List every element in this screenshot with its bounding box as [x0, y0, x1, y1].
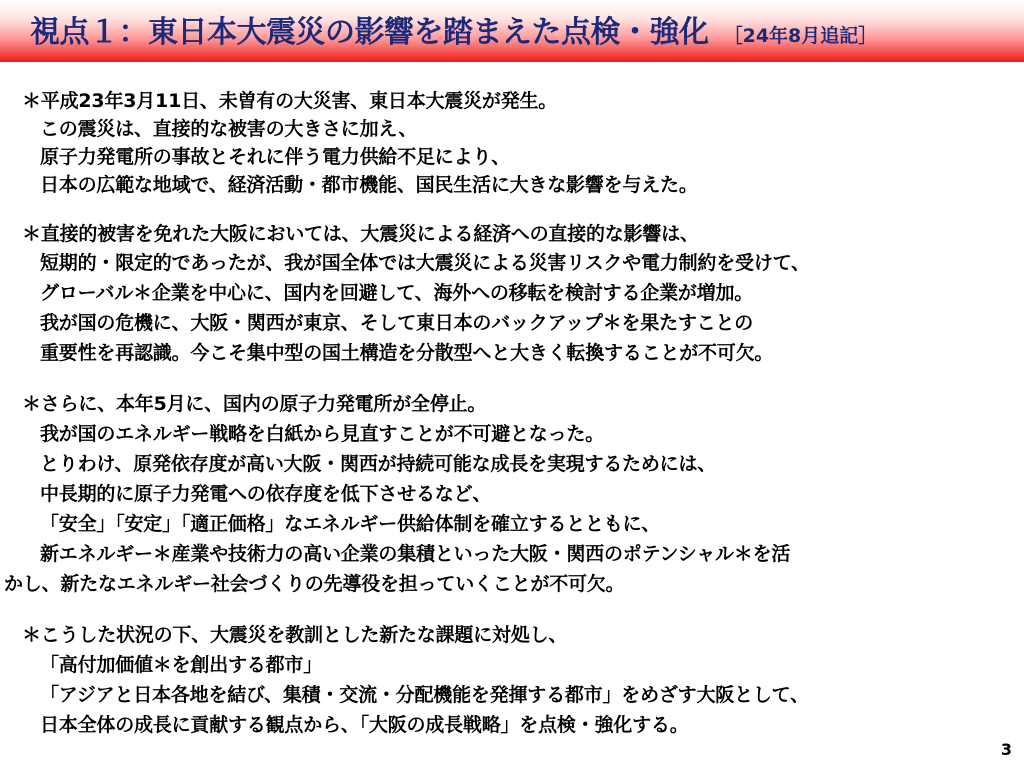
slide-title	[30, 7, 877, 51]
section2-line5: 重要性を再認識。今こそ集中型の国土構造を分散型へと大きく転換することが不可欠。	[40, 342, 774, 364]
section4-line1: ＊こうした状況の下、大震災を教訓とした新たな課題に対処し、	[22, 624, 568, 646]
section1-line2: この震災は、直接的な被害の大きさに加え、	[40, 118, 418, 140]
section4-line2: 「高付加価値＊を創出する都市」	[40, 654, 323, 676]
section3-line5: 「安全」「安定」「適正価格」なエネルギー供給体制を確立するとともに、	[40, 513, 661, 535]
section2-line1: ＊直接的被害を免れた大阪においては、大震災による経済への直接的な影響は、	[22, 223, 699, 245]
section1-line1: ＊平成23年3月11日、未曽有の大災害、東日本大震災が発生。	[22, 90, 558, 112]
section1-line3: 原子力発電所の事故とそれに伴う電力供給不足により、	[40, 146, 511, 168]
section3-line4: 中長期的に原子力発電への依存度を低下させるなど、	[40, 483, 492, 505]
title-bar	[0, 0, 1024, 62]
section3-line2: 我が国のエネルギー戦略を白紙から見直すことが不可避となった。	[40, 423, 605, 445]
section1-line4: 日本の広範な地域で、経済活動・都市機能、国民生活に大きな影響を与えた。	[40, 174, 698, 196]
section2-line2: 短期的・限定的であったが、我が国全体では大震災による災害リスクや電力制約を受けて、	[40, 252, 810, 274]
section4-line3: 「アジアと日本各地を結び、集積・交流・分配機能を発揮する都市」をめざす大阪として、	[40, 684, 809, 706]
section3-line6: 新エネルギー＊産業や技術力の高い企業の集積といった大阪・関西のポテンシャル＊を活	[40, 543, 791, 565]
section2-line4: 我が国の危機に、大阪・関西が東京、そして東日本のバックアップ＊を果たすことの	[40, 312, 754, 334]
section2-line3: グローバル＊企業を中心に、国内を回避して、海外への移転を検討する企業が増加。	[40, 282, 754, 304]
section3-line7: かし、新たなエネルギー社会づくりの先導役を担っていくことが不可欠。	[4, 573, 625, 595]
section3-line1: ＊さらに、本年5月に、国内の原子力発電所が全停止。	[22, 393, 487, 415]
title-note: ［24年8月追記］	[723, 25, 878, 47]
section3-line3: とりわけ、原発依存度が高い大阪・関西が持続可能な成長を実現するためには、	[40, 453, 717, 475]
title-main: 視点１：東日本大震災の影響を踏まえた点検・強化	[30, 15, 709, 50]
section4-line4: 日本全体の成長に貢献する観点から、「大阪の成長戦略」を点検・強化する。	[40, 714, 689, 736]
page-number: 3	[1000, 740, 1012, 759]
